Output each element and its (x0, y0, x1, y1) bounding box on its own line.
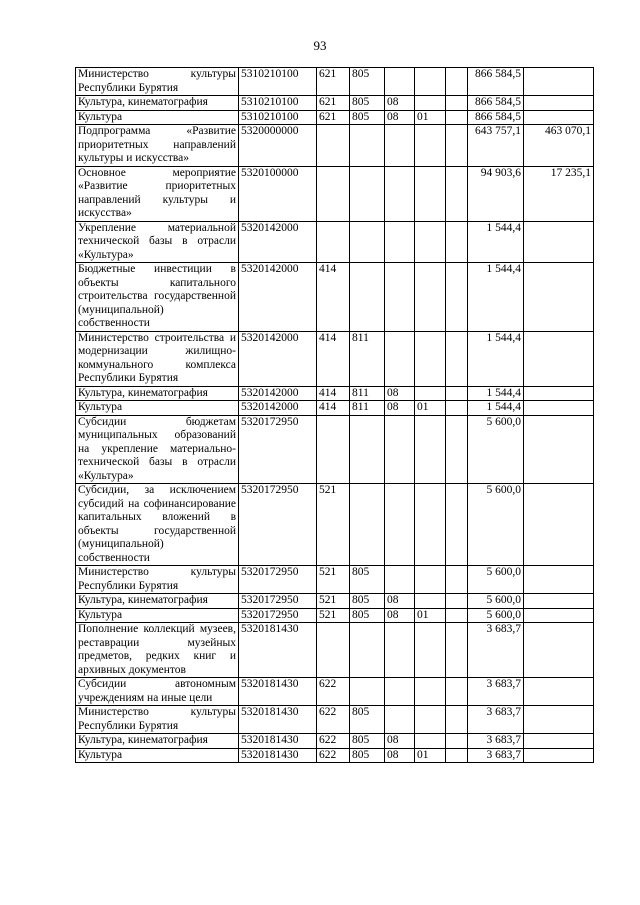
federal-amount-cell (524, 678, 594, 706)
target-article-cell: 5320181430 (239, 734, 317, 749)
subsection-cell (415, 166, 446, 221)
empty-cell (446, 125, 468, 167)
expense-type-cell: 414 (317, 386, 350, 401)
administrator-cell: 805 (350, 110, 385, 125)
subsection-cell (415, 734, 446, 749)
section-cell (385, 484, 415, 566)
target-article-cell: 5320142000 (239, 221, 317, 263)
table-row (76, 678, 594, 706)
section-cell: 08 (385, 608, 415, 623)
subsection-cell: 01 (415, 401, 446, 416)
expense-type-cell (317, 125, 350, 167)
expense-type-cell: 621 (317, 110, 350, 125)
expense-name-cell: Министерство культуры Республики Бурятия (76, 566, 239, 594)
federal-amount-cell: 463 070,1 (524, 125, 594, 167)
expense-type-cell: 521 (317, 484, 350, 566)
table-row (76, 594, 594, 609)
empty-cell (446, 484, 468, 566)
section-cell (385, 221, 415, 263)
table-row (76, 166, 594, 221)
target-article-cell: 5320142000 (239, 263, 317, 332)
expense-type-cell: 414 (317, 263, 350, 332)
table-row (76, 110, 594, 125)
amount-cell: 1 544,4 (468, 401, 524, 416)
expense-type-cell: 414 (317, 331, 350, 386)
amount-cell: 3 683,7 (468, 734, 524, 749)
empty-cell (446, 678, 468, 706)
section-cell (385, 125, 415, 167)
expense-type-cell: 521 (317, 566, 350, 594)
federal-amount-cell (524, 401, 594, 416)
federal-amount-cell (524, 415, 594, 484)
table-row (76, 331, 594, 386)
target-article-cell: 5320100000 (239, 166, 317, 221)
amount-cell: 5 600,0 (468, 608, 524, 623)
administrator-cell (350, 623, 385, 678)
table-row (76, 401, 594, 416)
expense-name-cell: Министерство строительства и модернизации жилищно-коммунального комплекса Республики Бурятия (76, 331, 239, 386)
expense-name-cell: Министерство культуры Республики Бурятия (76, 706, 239, 734)
amount-cell: 3 683,7 (468, 623, 524, 678)
expense-name-cell: Субсидии бюджетам муниципальных образований на укрепление материально-технической базы в отрасли «Культура» (76, 415, 239, 484)
table-row (76, 484, 594, 566)
section-cell (385, 68, 415, 96)
expense-name-cell: Культура, кинематография (76, 386, 239, 401)
federal-amount-cell (524, 608, 594, 623)
expense-type-cell: 621 (317, 96, 350, 111)
expense-name-cell: Бюджетные инвестиции в объекты капитального строительства государственной (муниципальной) собственности (76, 263, 239, 332)
federal-amount-cell (524, 386, 594, 401)
subsection-cell (415, 566, 446, 594)
federal-amount-cell (524, 734, 594, 749)
table-row (76, 566, 594, 594)
empty-cell (446, 734, 468, 749)
subsection-cell (415, 415, 446, 484)
subsection-cell (415, 125, 446, 167)
table-row (76, 415, 594, 484)
target-article-cell: 5320142000 (239, 331, 317, 386)
expense-type-cell: 622 (317, 748, 350, 763)
expense-name-cell: Культура (76, 608, 239, 623)
empty-cell (446, 221, 468, 263)
amount-cell: 5 600,0 (468, 566, 524, 594)
target-article-cell: 5320172950 (239, 608, 317, 623)
amount-cell: 1 544,4 (468, 386, 524, 401)
administrator-cell (350, 678, 385, 706)
federal-amount-cell (524, 263, 594, 332)
section-cell: 08 (385, 401, 415, 416)
administrator-cell: 805 (350, 68, 385, 96)
target-article-cell: 5320172950 (239, 484, 317, 566)
section-cell: 08 (385, 594, 415, 609)
amount-cell: 1 544,4 (468, 221, 524, 263)
target-article-cell: 5320172950 (239, 415, 317, 484)
section-cell: 08 (385, 96, 415, 111)
section-cell (385, 623, 415, 678)
empty-cell (446, 401, 468, 416)
administrator-cell: 811 (350, 401, 385, 416)
target-article-cell: 5310210100 (239, 96, 317, 111)
amount-cell: 3 683,7 (468, 678, 524, 706)
expense-name-cell: Укрепление материальной технической базы в отрасли «Культура» (76, 221, 239, 263)
expense-type-cell: 622 (317, 706, 350, 734)
federal-amount-cell (524, 484, 594, 566)
expense-type-cell: 414 (317, 401, 350, 416)
subsection-cell (415, 263, 446, 332)
federal-amount-cell (524, 623, 594, 678)
expense-type-cell: 521 (317, 594, 350, 609)
empty-cell (446, 331, 468, 386)
table-row (76, 734, 594, 749)
expense-name-cell: Подпрограмма «Развитие приоритетных направлений культуры и искусства» (76, 125, 239, 167)
table-row (76, 96, 594, 111)
federal-amount-cell (524, 748, 594, 763)
empty-cell (446, 386, 468, 401)
empty-cell (446, 748, 468, 763)
expense-type-cell: 622 (317, 678, 350, 706)
subsection-cell (415, 68, 446, 96)
subsection-cell (415, 221, 446, 263)
expense-name-cell: Министерство культуры Республики Бурятия (76, 68, 239, 96)
subsection-cell: 01 (415, 748, 446, 763)
expense-name-cell: Культура, кинематография (76, 594, 239, 609)
expense-type-cell (317, 221, 350, 263)
target-article-cell: 5310210100 (239, 68, 317, 96)
administrator-cell: 811 (350, 386, 385, 401)
federal-amount-cell (524, 566, 594, 594)
federal-amount-cell (524, 68, 594, 96)
administrator-cell (350, 263, 385, 332)
subsection-cell (415, 623, 446, 678)
empty-cell (446, 608, 468, 623)
section-cell (385, 415, 415, 484)
administrator-cell: 805 (350, 96, 385, 111)
empty-cell (446, 594, 468, 609)
federal-amount-cell (524, 96, 594, 111)
expense-type-cell: 621 (317, 68, 350, 96)
amount-cell: 5 600,0 (468, 594, 524, 609)
expense-type-cell (317, 166, 350, 221)
table-row (76, 623, 594, 678)
federal-amount-cell (524, 706, 594, 734)
federal-amount-cell (524, 110, 594, 125)
subsection-cell (415, 96, 446, 111)
table-row (76, 706, 594, 734)
expense-type-cell: 521 (317, 608, 350, 623)
amount-cell: 5 600,0 (468, 415, 524, 484)
page-number: 93 (313, 38, 327, 53)
table-row (76, 748, 594, 763)
administrator-cell (350, 415, 385, 484)
empty-cell (446, 263, 468, 332)
federal-amount-cell (524, 594, 594, 609)
table-row (76, 608, 594, 623)
table-row (76, 68, 594, 96)
administrator-cell: 811 (350, 331, 385, 386)
empty-cell (446, 706, 468, 734)
section-cell (385, 706, 415, 734)
expense-name-cell: Субсидии автономным учреждениям на иные цели (76, 678, 239, 706)
section-cell: 08 (385, 748, 415, 763)
expense-type-cell: 622 (317, 734, 350, 749)
amount-cell: 3 683,7 (468, 706, 524, 734)
amount-cell: 866 584,5 (468, 110, 524, 125)
amount-cell: 94 903,6 (468, 166, 524, 221)
expense-name-cell: Культура, кинематография (76, 96, 239, 111)
section-cell (385, 566, 415, 594)
federal-amount-cell (524, 331, 594, 386)
table-row (76, 263, 594, 332)
empty-cell (446, 566, 468, 594)
subsection-cell (415, 678, 446, 706)
target-article-cell: 5310210100 (239, 110, 317, 125)
table-row (76, 221, 594, 263)
section-cell (385, 263, 415, 332)
section-cell (385, 678, 415, 706)
table-row (76, 125, 594, 167)
administrator-cell: 805 (350, 608, 385, 623)
subsection-cell: 01 (415, 110, 446, 125)
federal-amount-cell (524, 221, 594, 263)
expense-name-cell: Культура, кинематография (76, 734, 239, 749)
expense-type-cell (317, 415, 350, 484)
expense-name-cell: Субсидии, за исключением субсидий на софинансирование капитальных вложений в объекты государственной (муниципальной) собственности (76, 484, 239, 566)
budget-table (75, 67, 594, 763)
table-row (76, 386, 594, 401)
administrator-cell: 805 (350, 748, 385, 763)
administrator-cell (350, 221, 385, 263)
expense-name-cell: Культура (76, 401, 239, 416)
empty-cell (446, 415, 468, 484)
subsection-cell: 01 (415, 608, 446, 623)
subsection-cell (415, 386, 446, 401)
target-article-cell: 5320181430 (239, 623, 317, 678)
amount-cell: 1 544,4 (468, 263, 524, 332)
amount-cell: 866 584,5 (468, 68, 524, 96)
amount-cell: 643 757,1 (468, 125, 524, 167)
amount-cell: 5 600,0 (468, 484, 524, 566)
target-article-cell: 5320172950 (239, 566, 317, 594)
federal-amount-cell: 17 235,1 (524, 166, 594, 221)
empty-cell (446, 623, 468, 678)
target-article-cell: 5320181430 (239, 706, 317, 734)
table-body (76, 68, 594, 763)
target-article-cell: 5320181430 (239, 748, 317, 763)
administrator-cell (350, 125, 385, 167)
target-article-cell: 5320181430 (239, 678, 317, 706)
section-cell: 08 (385, 386, 415, 401)
amount-cell: 3 683,7 (468, 748, 524, 763)
administrator-cell: 805 (350, 706, 385, 734)
target-article-cell: 5320142000 (239, 386, 317, 401)
target-article-cell: 5320172950 (239, 594, 317, 609)
empty-cell (446, 110, 468, 125)
section-cell: 08 (385, 110, 415, 125)
section-cell (385, 166, 415, 221)
section-cell (385, 331, 415, 386)
empty-cell (446, 96, 468, 111)
target-article-cell: 5320142000 (239, 401, 317, 416)
expense-name-cell: Основное мероприятие «Развитие приоритетных направлений культуры и искусства» (76, 166, 239, 221)
administrator-cell (350, 484, 385, 566)
administrator-cell: 805 (350, 594, 385, 609)
expense-name-cell: Культура (76, 748, 239, 763)
expense-type-cell (317, 623, 350, 678)
amount-cell: 1 544,4 (468, 331, 524, 386)
subsection-cell (415, 594, 446, 609)
amount-cell: 866 584,5 (468, 96, 524, 111)
expense-name-cell: Пополнение коллекций музеев, реставрации музейных предметов, редких книг и архивных документов (76, 623, 239, 678)
empty-cell (446, 166, 468, 221)
subsection-cell (415, 331, 446, 386)
empty-cell (446, 68, 468, 96)
expense-name-cell: Культура (76, 110, 239, 125)
administrator-cell (350, 166, 385, 221)
administrator-cell: 805 (350, 566, 385, 594)
subsection-cell (415, 484, 446, 566)
subsection-cell (415, 706, 446, 734)
section-cell: 08 (385, 734, 415, 749)
administrator-cell: 805 (350, 734, 385, 749)
target-article-cell: 5320000000 (239, 125, 317, 167)
